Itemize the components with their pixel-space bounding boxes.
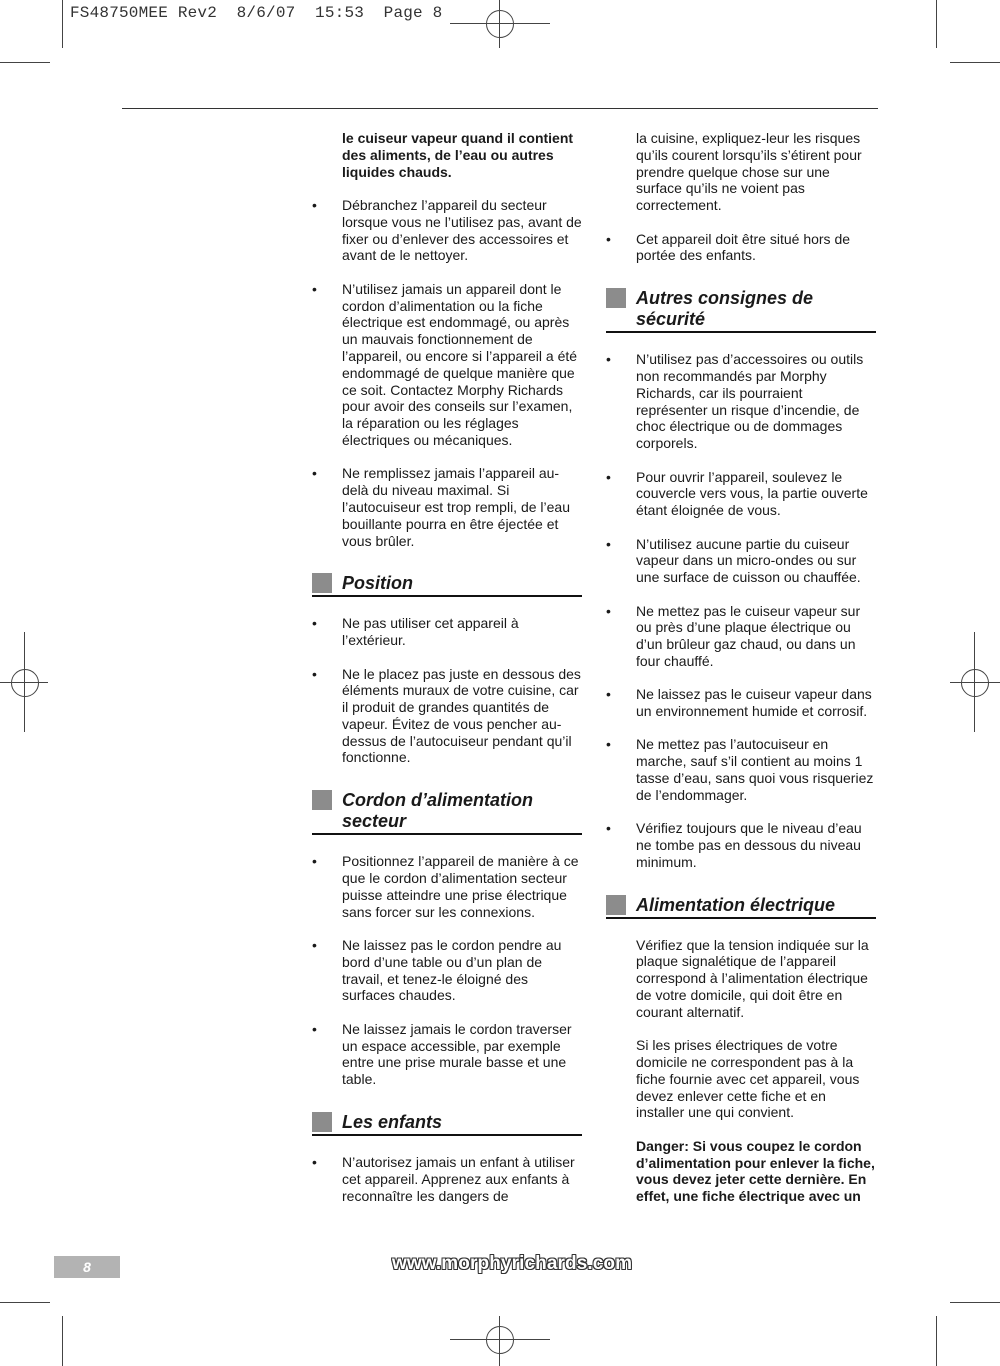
list-item: • N’utilisez aucune partie du cuiseur vapeur dans un micro-ondes ou sur une surface de cuisson ou chauffée. [606,535,861,586]
section-heading-cordon: Cordon d’alimentation secteur [312,790,582,835]
list-item: • Ne laissez pas le cuiseur vapeur dans un environnement humide et corrosif. [606,686,872,720]
intro-warning: le cuiseur vapeur quand il contient des aliments, de l’eau ou autres liquides chauds. [342,130,574,180]
section-heading-enfants: Les enfants [312,1112,582,1136]
list-item: • Ne remplissez jamais l’appareil au-delà du niveau maximal. Si l’autocuiseur est trop rempli, de l’eau bouillante pourra en être éjectée et vous brûler. [312,465,571,549]
paragraph: Si les prises électriques de votre domicile ne correspondent pas à la fiche fournie avec cet appareil, vous devez enlever cette fiche et en installer une qui convient. [636,1037,860,1121]
left-column [312,130,582,1221]
right-column [606,130,876,1222]
page-number-badge: 8 [54,1256,120,1278]
header-rule [122,108,878,109]
section-square-icon [312,573,332,593]
section-square-icon [606,288,626,308]
print-slug: FS48750MEE Rev2 8/6/07 15:53 Page 8 [70,4,443,22]
list-item: • Débranchez l’appareil du secteur lorsque vous ne l’utilisez pas, avant de fixer ou d’enlever des accessoires et avant de le nettoyer. [312,196,582,264]
list-item: • Ne laissez jamais le cordon traverser un espace accessible, par exemple entre une prise murale basse et une table. [312,1020,572,1088]
section-heading-autres: Autres consignes de sécurité [606,288,876,333]
paragraph: Vérifiez que la tension indiquée sur la plaque signalétique de l’appareil correspond à l’alimentation électrique de votre domicile, qui doit être en courant alternatif. [636,936,869,1020]
list-item: • Vérifiez toujours que le niveau d’eau ne tombe pas en dessous du niveau minimum. [606,820,862,870]
website-logo-text: www.morphyrichards.com [392,1253,633,1274]
section-square-icon [312,790,332,810]
list-item: • N’autorisez jamais un enfant à utiliser cet appareil. Apprenez aux enfants à reconnaître les dangers de [312,1154,575,1204]
section-square-icon [606,895,626,915]
section-square-icon [312,1112,332,1132]
section-heading-position: Position [312,573,582,597]
list-item: • N’utilisez jamais un appareil dont le cordon d’alimentation ou la fiche électrique est endommagé, ou après un mauvais fonctionnement de l’appareil, ou encore si l’appareil a été endommagé de quelque manière que ce soit. Contactez Morphy Richards pour avoir des conseils sur l’examen, la réparation ou les réglages électriques ou mécaniques. [312,280,578,448]
list-item: • Pour ouvrir l’appareil, soulevez le couvercle vers vous, la partie ouverte étant éloignée de vous. [606,468,868,519]
list-item: • Positionnez l’appareil de manière à ce que le cordon d’alimentation secteur puisse atteindre une prise électrique sans forcer sur les connexions. [312,853,579,920]
list-item: • Ne le placez pas juste en dessous des éléments muraux de votre cuisine, car il produit de grandes quantités de vapeur. Évitez de vous pencher au-dessus de l’autocuiseur pendant qu’il fonctionne. [312,665,581,766]
list-item: • Ne mettez pas l’autocuiseur en marche, sauf s’il contient au moins 1 tasse d’eau, sans quoi vous risqueriez de l’endommager. [606,736,874,803]
list-item: • Ne laissez pas le cordon pendre au bord d’une table ou d’un plan de travail, et tenez-le éloigné des surfaces chaudes. [312,937,562,1004]
danger-warning: Danger: Si vous coupez le cordon d’alimentation pour enlever la fiche, vous devez jeter cette dernière. En effet, une fiche électrique avec un [636,1137,875,1205]
continuation-text: la cuisine, expliquez-leur les risques qu’ils courent lorsqu’ils s’étirent pour prendre quelque chose sur une surface qu’ils ne voient pas correctement. [636,130,862,214]
section-heading-alimentation: Alimentation électrique [606,895,876,919]
list-item: • N’utilisez pas d’accessoires ou outils non recommandés par Morphy Richards, car ils pourraient représenter un risque d’incendie, de choc électrique ou de dommages corporels. [606,351,864,452]
list-item: • Ne mettez pas le cuiseur vapeur sur ou près d’une plaque électrique ou d’un brûleur gaz chaud, ou dans un four chauffé. [606,602,861,669]
list-item: • Cet appareil doit être situé hors de portée des enfants. [606,230,851,264]
list-item: • Ne pas utiliser cet appareil à l’extérieur. [312,615,519,649]
